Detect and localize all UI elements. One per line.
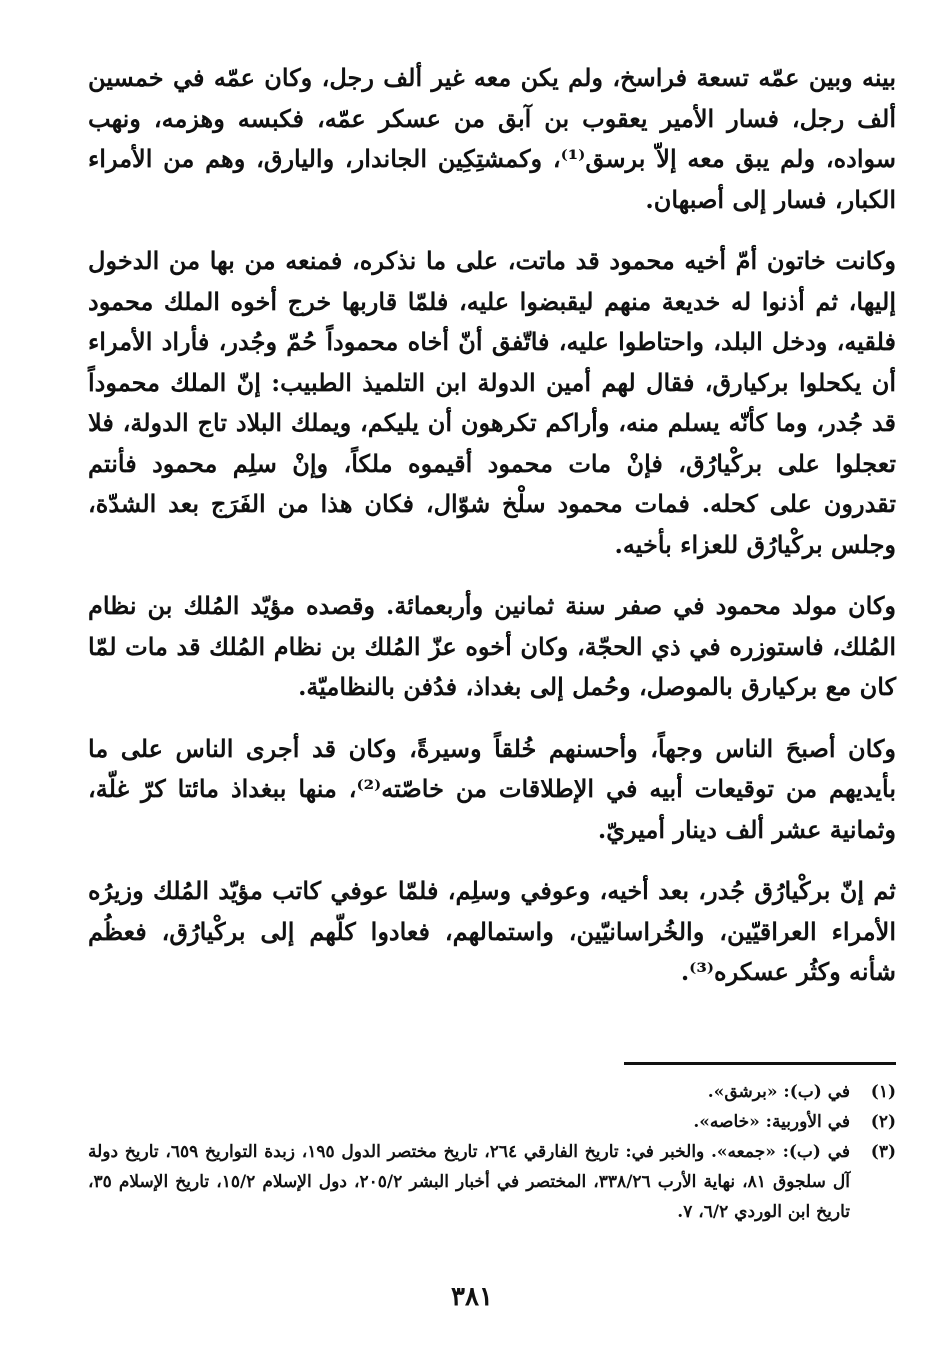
main-text-block — [88, 58, 896, 1014]
footnote-number: (٣) — [870, 1142, 896, 1162]
paragraph-3: وكان مولد محمود في صفر سنة ثمانين وأربعمائة. وقصده مؤيّد المُلك بن نظام المُلك، فاستوزره في ذي الحجّة، وكان أخوه عزّ المُلك بن نظام المُلك قد مات لمّا كان مع بركيارق بالموصل، وحُمل إلى بغداذ، فدُفن بالنظاميّة. — [88, 591, 896, 701]
page-number: ٣٨١ — [451, 1282, 493, 1312]
footnote-3 — [88, 1137, 896, 1227]
footnote-number: (١) — [870, 1082, 896, 1102]
footnote-text: في (ب): «برشق». — [707, 1082, 850, 1102]
footnote-2 — [88, 1107, 896, 1137]
footnote-separator-rule — [624, 1062, 896, 1065]
paragraph-2: وكانت خاتون أمّ أخيه محمود قد ماتت، على ما نذكره، فمنعه من بها من الدخول إليها، ثم أذنوا له خديعة منهم ليقبضوا عليه، فلمّا قاربها خرج أخوه الملك محمود فلقيه، ودخل البلد، واحتاطوا عليه، فاتّفق أنّ أخاه محموداً حُمّ وجُدر، فأراد الأمراء أن يكحلوا بركيارق، فقال لهم أمين الدولة ابن التلميذ الطبيب: إنّ الملك محموداً قد جُدر، وما كأنّه يسلم منه، وأراكم تكرهون أن يليكم، ويملك البلاد تاج الدولة، فلا تعجلوا على بركْيارُق، فإنْ مات محمود أقيموه ملكاً، وإنْ سلِم محمود فأنتم تقدرون على كحله. فمات محمود سلْخ شوّال، فكان هذا من الفَرَج بعد الشدّة، وجلس بركْيارُق للعزاء بأخيه. — [88, 246, 896, 559]
footnote-1 — [88, 1077, 896, 1107]
footnote-text: في (ب): «جمعه». والخبر في: تاريخ الفارقي ٢٦٤، تاريخ مختصر الدول ١٩٥، زبدة التواريخ ٦٥٩، تاريخ دولة آل سلجوق ٨١، نهاية الأرب ٣٣٨/٢٦، المختصر في أخبار البشر ٢٠٥/٢، دول الإسلام ١٥/٢، تاريخ الإسلام ٣٥، تاريخ ابن الوردي ٦/٢، ٧. — [88, 1142, 850, 1222]
paragraph-4: وكان أصبحَ الناس وجهاً، وأحسنهم خُلقاً وسيرةً، وكان قد أجرى الناس على ما بأيديهم من توقيعات أبيه في الإطلاقات من خاصّته⁽²⁾، منها ببغداذ مائتا كرّ غلّة، وثمانية عشر ألف دينار أميريّ. — [88, 733, 896, 844]
footnote-number: (٢) — [870, 1112, 896, 1132]
paragraph-1: بينه وبين عمّه تسعة فراسخ، ولم يكن معه غير ألف رجل، وكان عمّه في خمسين ألف رجل، فسار الأمير يعقوب بن آبق من عسكر عمّه، فكبسه وهزمه، ونهب سواده، ولم يبق معه إلاّ برسق⁽¹⁾، وكمشتِكِين الجاندار، واليارق، وهم من الأمراء الكبار، فسار إلى أصبهان. — [88, 63, 897, 214]
footnote-text: في الأوربية: «خاصه». — [693, 1112, 850, 1132]
footnotes-section — [88, 1062, 896, 1227]
paragraph-5: ثم إنّ بركْيارُق جُدر، بعد أخيه، وعوفي وسلِم، فلمّا عوفي كاتب مؤيّد المُلك وزيرُه الأمراء العراقيّين، والخُراسانيّين، واستمالهم، فعادوا كلّهم إلى بركْيارُق، فعظُم شأنه وكثُر عسكره⁽³⁾. — [88, 876, 896, 986]
